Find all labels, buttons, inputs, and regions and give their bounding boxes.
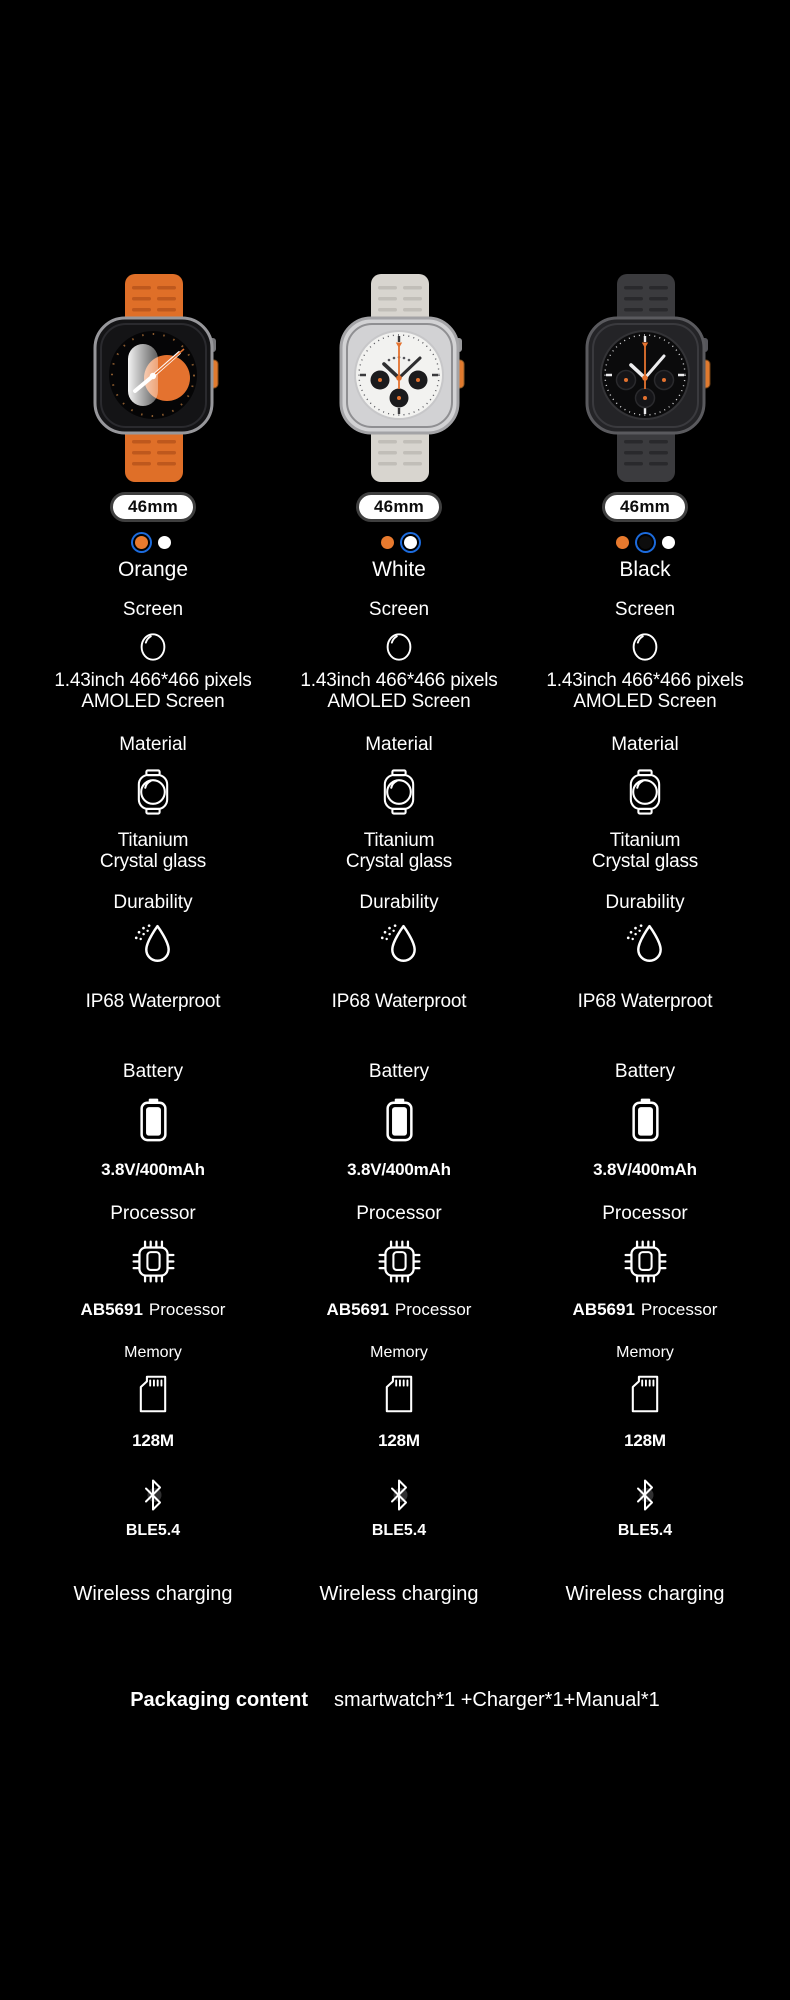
swatch-white [662, 536, 675, 549]
durability-heading: Durability [113, 892, 193, 913]
color-swatches [381, 532, 417, 553]
processor-model: AB5691 [80, 1300, 143, 1319]
color-swatches [616, 532, 675, 553]
screen-spec-line2: AMOLED Screen [81, 691, 225, 712]
variant-label: Orange [117, 558, 189, 581]
material-spec [100, 830, 206, 872]
processor-word: Processor [640, 1300, 718, 1319]
memory-card-icon [384, 1375, 414, 1413]
watch-body-icon [628, 769, 662, 815]
processor-word: Processor [148, 1300, 226, 1319]
product-column-orange [30, 270, 276, 1606]
product-column-white [276, 270, 522, 1606]
processor-model: AB5691 [572, 1300, 635, 1319]
durability-spec: IP68 Waterproot [85, 991, 221, 1012]
memory-card-icon [138, 1375, 168, 1413]
memory-heading: Memory [370, 1344, 428, 1361]
durability-heading: Durability [359, 892, 439, 913]
watch-photo-orange [68, 270, 238, 485]
swatch-orange-selected [135, 536, 148, 549]
processor-heading: Processor [602, 1203, 688, 1224]
screen-icon [139, 632, 167, 662]
processor-spec [573, 1300, 718, 1319]
memory-heading: Memory [124, 1344, 182, 1361]
bluetooth-icon [387, 1478, 411, 1512]
bluetooth-spec: BLE5.4 [125, 1522, 181, 1539]
battery-spec: 3.8V/400mAh [101, 1160, 205, 1179]
wireless-charging-label: Wireless charging [319, 1583, 479, 1605]
packaging-label: Packaging content [130, 1689, 309, 1711]
waterproof-icon [134, 921, 172, 967]
material-heading: Material [365, 734, 433, 755]
color-swatches [135, 532, 171, 553]
waterproof-icon [626, 921, 664, 967]
screen-spec-line2: AMOLED Screen [327, 691, 471, 712]
material-spec [592, 830, 698, 872]
material-spec-line1: Titanium [363, 830, 435, 851]
processor-spec [327, 1300, 472, 1319]
screen-heading: Screen [122, 599, 184, 620]
memory-card-icon [630, 1375, 660, 1413]
variant-label: Black [619, 558, 671, 581]
material-spec-line2: Crystal glass [345, 851, 453, 872]
material-heading: Material [119, 734, 187, 755]
material-spec-line1: Titanium [609, 830, 681, 851]
wireless-charging-label: Wireless charging [73, 1583, 233, 1605]
product-column-black [522, 270, 768, 1606]
processor-model: AB5691 [326, 1300, 389, 1319]
screen-icon [631, 632, 659, 662]
waterproof-icon [380, 921, 418, 967]
memory-spec: 128M [378, 1431, 420, 1450]
battery-heading: Battery [368, 1061, 430, 1082]
screen-spec-line1: 1.43inch 466*466 pixels [54, 670, 252, 691]
size-badge-label: 46mm [374, 497, 424, 516]
watch-photo-black [560, 270, 730, 485]
swatch-black-selected [639, 536, 652, 549]
swatch-white [158, 536, 171, 549]
swatch-white-selected [404, 536, 417, 549]
bluetooth-icon [141, 1478, 165, 1512]
variant-label: White [372, 558, 426, 581]
processor-icon [377, 1239, 422, 1284]
size-badge [356, 492, 442, 522]
swatch-orange [381, 536, 394, 549]
battery-spec: 3.8V/400mAh [593, 1160, 697, 1179]
size-badge [110, 492, 196, 522]
screen-heading: Screen [614, 599, 676, 620]
screen-spec-line1: 1.43inch 466*466 pixels [300, 670, 498, 691]
bluetooth-spec: BLE5.4 [617, 1522, 673, 1539]
battery-icon [386, 1098, 413, 1142]
processor-word: Processor [394, 1300, 472, 1319]
durability-heading: Durability [605, 892, 685, 913]
wireless-charging-label: Wireless charging [565, 1583, 725, 1605]
watch-black-graphic [560, 270, 730, 485]
battery-icon [632, 1098, 659, 1142]
swatch-orange [616, 536, 629, 549]
packaging-value: smartwatch*1 +Charger*1+Manual*1 [334, 1689, 660, 1711]
screen-spec [54, 670, 251, 712]
screen-spec-line1: 1.43inch 466*466 pixels [546, 670, 744, 691]
screen-spec [300, 670, 497, 712]
size-badge-label: 46mm [128, 497, 178, 516]
processor-heading: Processor [356, 1203, 442, 1224]
battery-heading: Battery [614, 1061, 676, 1082]
watch-body-icon [382, 769, 416, 815]
processor-spec [81, 1300, 226, 1319]
material-spec-line2: Crystal glass [591, 851, 699, 872]
watch-orange-graphic [68, 270, 238, 485]
size-badge-label: 46mm [620, 497, 670, 516]
memory-spec: 128M [624, 1431, 666, 1450]
material-heading: Material [611, 734, 679, 755]
processor-icon [131, 1239, 176, 1284]
watch-photo-white [314, 270, 484, 485]
battery-spec: 3.8V/400mAh [347, 1160, 451, 1179]
processor-icon [623, 1239, 668, 1284]
packaging-row [0, 1688, 790, 1712]
durability-spec: IP68 Waterproot [577, 991, 713, 1012]
material-spec [346, 830, 452, 872]
memory-heading: Memory [616, 1344, 674, 1361]
screen-icon [385, 632, 413, 662]
screen-spec-line2: AMOLED Screen [573, 691, 717, 712]
screen-heading: Screen [368, 599, 430, 620]
size-badge [602, 492, 688, 522]
material-spec-line2: Crystal glass [99, 851, 207, 872]
material-spec-line1: Titanium [117, 830, 189, 851]
screen-spec [546, 670, 743, 712]
processor-heading: Processor [110, 1203, 196, 1224]
durability-spec: IP68 Waterproot [331, 991, 467, 1012]
bluetooth-icon [633, 1478, 657, 1512]
battery-heading: Battery [122, 1061, 184, 1082]
watch-white-graphic [314, 270, 484, 485]
bluetooth-spec: BLE5.4 [371, 1522, 427, 1539]
watch-body-icon [136, 769, 170, 815]
memory-spec: 128M [132, 1431, 174, 1450]
battery-icon [140, 1098, 167, 1142]
